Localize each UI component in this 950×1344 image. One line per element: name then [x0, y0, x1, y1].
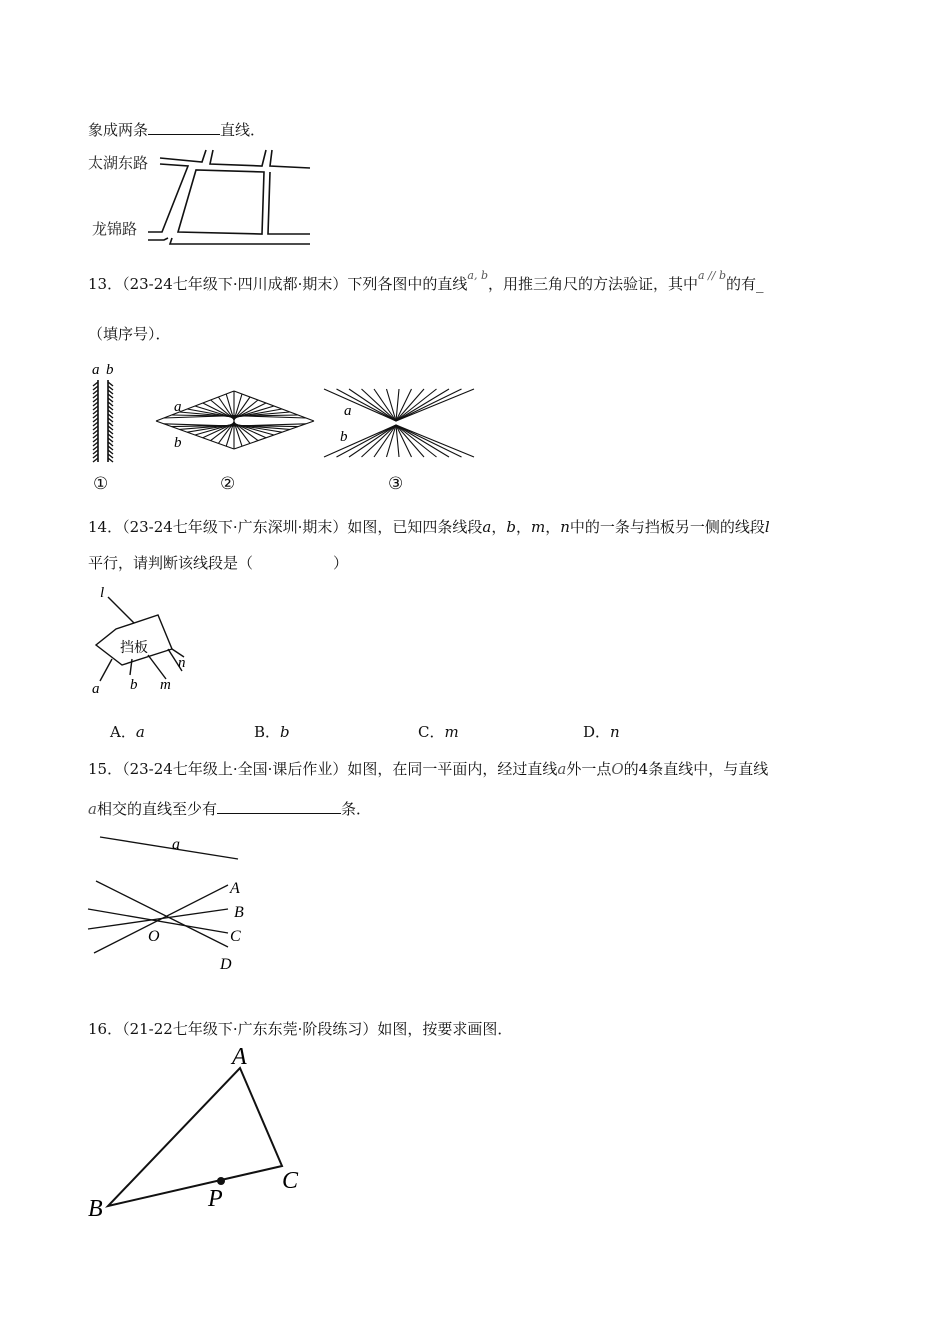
- vertex-A: A: [232, 1044, 247, 1070]
- fig2-label-b: b: [174, 435, 182, 451]
- fig3-label-a: a: [344, 403, 352, 419]
- fig1-number: ①: [93, 474, 109, 494]
- fig14-label-b: b: [130, 677, 138, 693]
- q13-line1: 13．（23-24七年级下·四川成都·期末）下列各图中的直线$^{a, b}$，用推三角尺的方法验证，其中$^{a // b}$的有_: [88, 269, 764, 293]
- fig1-label-b: b: [106, 362, 114, 378]
- vertex-B: B: [88, 1196, 103, 1222]
- fig14-label-a: a: [92, 681, 100, 697]
- q14-line1: 14．（23-24七年级下·广东深圳·期末）如图，已知四条线段a，b，m，n中的一条与挡板另一侧的线段l: [88, 518, 770, 536]
- fan-line: [396, 425, 437, 457]
- option-b[interactable]: B．b: [254, 723, 290, 741]
- fig2-number: ②: [220, 474, 236, 494]
- q13-line2: （填序号）．: [88, 325, 171, 343]
- point-P: P: [208, 1186, 223, 1212]
- q14-board-figure: [88, 585, 198, 695]
- q12-tail-line: 象成两条 直线．: [88, 118, 265, 140]
- vertex-C: C: [282, 1168, 299, 1194]
- q14-line2: 平行，请判断该线段是（ ）: [88, 554, 349, 572]
- fig14-label-n: n: [178, 655, 186, 671]
- q13-figure-1: [86, 360, 126, 470]
- fan-line: [396, 389, 474, 421]
- fig15-label-O: O: [148, 928, 160, 945]
- road-label-longjin: 龙锦路: [92, 220, 138, 238]
- option-c[interactable]: C．m: [418, 723, 459, 741]
- fan-line: [396, 389, 424, 421]
- fig14-label-l: l: [100, 585, 105, 601]
- fan-line: [396, 425, 462, 457]
- road-label-taihu: 太湖东路: [88, 154, 149, 172]
- board-label: 挡板: [120, 641, 148, 656]
- fig15-label-a: a: [172, 836, 180, 853]
- fan-line: [349, 425, 396, 457]
- q16-line1: 16．（21-22七年级下·广东东莞·阶段练习）如图，按要求画图．: [88, 1020, 513, 1038]
- q16-triangle-figure: [80, 1040, 320, 1230]
- q15-line1: 15．（23-24七年级上·全国·课后作业）如图，在同一平面内，经过直线a外一点O的4条直线中，与直线: [88, 760, 769, 778]
- fan-line: [396, 389, 437, 421]
- q13-figure-2: [150, 385, 320, 455]
- fan-line: [396, 425, 474, 457]
- fig2-label-a: a: [174, 399, 182, 415]
- q13-figure-3: [320, 385, 480, 460]
- road-map-figure: [0, 0, 950, 260]
- fig15-label-D: D: [220, 956, 232, 973]
- option-a[interactable]: A．a: [110, 723, 145, 741]
- fig15-label-A: A: [230, 880, 240, 897]
- option-d[interactable]: D．n: [583, 723, 620, 741]
- fig1-label-a: a: [92, 362, 100, 378]
- fig3-number: ③: [388, 474, 404, 494]
- fig3-label-b: b: [340, 429, 348, 445]
- fan-line: [396, 389, 462, 421]
- fig15-label-B: B: [234, 904, 244, 921]
- fan-line: [349, 389, 396, 421]
- q15-line2: a相交的直线至少有 条．: [88, 797, 371, 819]
- fan-line: [396, 425, 424, 457]
- fig15-label-C: C: [230, 928, 241, 945]
- fig14-label-m: m: [160, 677, 171, 693]
- answer-blank[interactable]: [217, 797, 341, 814]
- q15-lines-figure: [80, 825, 270, 975]
